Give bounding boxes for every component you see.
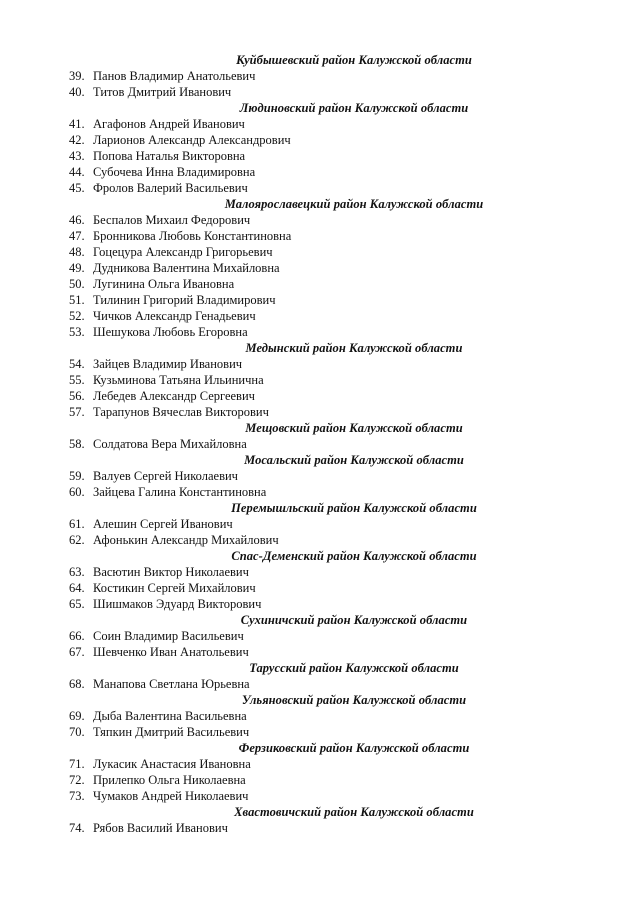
list-item [0,228,640,244]
item-number: 72. [69,773,85,787]
person-name: Шевченко Иван Анатольевич [93,645,249,659]
item-number: 73. [69,789,85,803]
person-name: Агафонов Андрей Иванович [93,117,245,131]
list-item [0,580,640,596]
district-section [0,452,640,500]
item-number: 44. [69,165,85,179]
person-name: Тилинин Григорий Владимирович [93,293,276,307]
person-name: Беспалов Михаил Федорович [93,213,251,227]
list-item [0,212,640,228]
item-number: 42. [69,133,85,147]
list-item [0,148,640,164]
district-section [0,52,640,100]
person-name: Субочева Инна Владимировна [93,165,256,179]
district-section [0,500,640,548]
list-item [0,116,640,132]
list-item [0,628,640,644]
list-item [0,68,640,84]
district-section [0,692,640,740]
item-number: 58. [69,437,85,451]
item-number: 43. [69,149,85,163]
list-item [0,356,640,372]
person-name: Алешин Сергей Иванович [93,517,233,531]
list-item [0,372,640,388]
section-heading: Людиновский район Калужской области [239,101,469,115]
person-name: Шешукова Любовь Егоровна [93,325,248,339]
district-section [0,740,640,804]
item-number: 39. [69,69,85,83]
district-section [0,804,640,836]
section-heading: Мосальский район Калужской области [244,453,464,467]
list-item [0,516,640,532]
person-name: Бронникова Любовь Константиновна [93,229,292,243]
item-number: 61. [69,517,85,531]
list-item [0,484,640,500]
person-name: Гоцецура Александр Григорьевич [93,245,273,259]
item-number: 46. [69,213,85,227]
document-page [0,52,640,836]
person-name: Чичков Александр Генадьевич [93,309,256,323]
person-name: Лебедев Александр Сергеевич [93,389,255,403]
person-name: Тяпкин Дмитрий Васильевич [93,725,250,739]
district-section [0,612,640,660]
item-number: 56. [69,389,85,403]
person-name: Зайцева Галина Константиновна [93,485,267,499]
section-heading: Мещовский район Калужской области [245,421,463,435]
section-heading: Малоярославецкий район Калужской области [224,197,484,211]
list-item [0,676,640,692]
section-heading: Ферзиковский район Калужской области [238,741,470,755]
list-item [0,260,640,276]
person-name: Афонькин Александр Михайлович [93,533,279,547]
list-item [0,404,640,420]
section-heading: Тарусский район Калужской области [249,661,459,675]
item-number: 48. [69,245,85,259]
item-number: 57. [69,405,85,419]
list-item [0,276,640,292]
list-item [0,532,640,548]
list-item [0,324,640,340]
item-number: 65. [69,597,85,611]
section-heading: Медынский район Калужской области [245,341,463,355]
item-number: 51. [69,293,85,307]
person-name: Васютин Виктор Николаевич [93,565,249,579]
person-name: Прилепко Ольга Николаевна [93,773,246,787]
item-number: 52. [69,309,85,323]
person-name: Дудникова Валентина Михайловна [93,261,280,275]
district-section [0,196,640,340]
list-item [0,292,640,308]
person-name: Титов Дмитрий Иванович [93,85,232,99]
district-section [0,660,640,692]
section-heading: Сухиничский район Калужской области [240,613,468,627]
list-item [0,756,640,772]
person-name: Попова Наталья Викторовна [93,149,246,163]
person-name: Зайцев Владимир Иванович [93,357,243,371]
list-item [0,724,640,740]
person-name: Соин Владимир Васильевич [93,629,244,643]
item-number: 67. [69,645,85,659]
item-number: 53. [69,325,85,339]
list-item [0,468,640,484]
item-number: 40. [69,85,85,99]
item-number: 50. [69,277,85,291]
person-name: Кузьминова Татьяна Ильинична [93,373,264,387]
item-number: 59. [69,469,85,483]
item-number: 62. [69,533,85,547]
list-item [0,164,640,180]
person-name: Лукасик Анастасия Ивановна [93,757,251,771]
list-item [0,644,640,660]
list-item [0,84,640,100]
item-number: 45. [69,181,85,195]
person-name: Шишмаков Эдуард Викторович [93,597,262,611]
person-name: Чумаков Андрей Николаевич [93,789,249,803]
district-section [0,420,640,452]
person-name: Валуев Сергей Николаевич [93,469,238,483]
item-number: 70. [69,725,85,739]
section-heading: Ульяновский район Калужской области [241,693,467,707]
list-item [0,180,640,196]
section-heading: Куйбышевский район Калужской области [236,53,472,67]
item-number: 63. [69,565,85,579]
person-name: Фролов Валерий Васильевич [93,181,248,195]
district-section [0,548,640,612]
list-item [0,132,640,148]
list-item [0,708,640,724]
item-number: 49. [69,261,85,275]
person-name: Тарапунов Вячеслав Викторович [93,405,269,419]
item-number: 55. [69,373,85,387]
person-name: Манапова Светлана Юрьевна [93,677,250,691]
item-number: 66. [69,629,85,643]
item-number: 60. [69,485,85,499]
section-heading: Спас-Деменский район Калужской области [231,549,477,563]
item-number: 68. [69,677,85,691]
list-item [0,596,640,612]
person-name: Дыба Валентина Васильевна [93,709,247,723]
item-number: 64. [69,581,85,595]
list-item [0,564,640,580]
list-item [0,436,640,452]
item-number: 41. [69,117,85,131]
list-item [0,820,640,836]
person-name: Солдатова Вера Михайловна [93,437,247,451]
person-name: Лугинина Ольга Ивановна [93,277,235,291]
item-number: 47. [69,229,85,243]
list-item [0,244,640,260]
person-name: Рябов Василий Иванович [93,821,228,835]
item-number: 69. [69,709,85,723]
list-item [0,308,640,324]
list-item [0,388,640,404]
item-number: 54. [69,357,85,371]
person-name: Костикин Сергей Михайлович [93,581,256,595]
item-number: 71. [69,757,85,771]
district-section [0,100,640,196]
district-section [0,340,640,420]
section-heading: Перемышльский район Калужской области [231,501,477,515]
person-name: Панов Владимир Анатольевич [93,69,256,83]
section-heading: Хвастовичский район Калужской области [234,805,474,819]
item-number: 74. [69,821,85,835]
person-name: Ларионов Александр Александрович [93,133,291,147]
list-item [0,772,640,788]
list-item [0,788,640,804]
